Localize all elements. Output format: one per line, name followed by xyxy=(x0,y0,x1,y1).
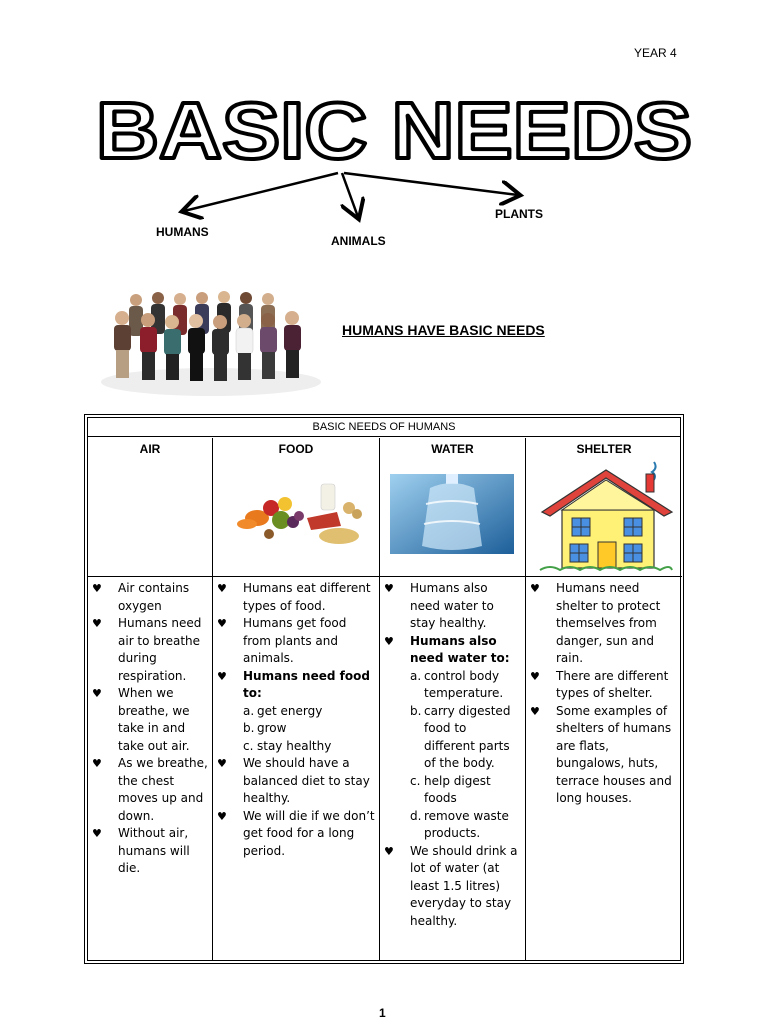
list-item: ♥ As we breathe, the chest moves up and down. xyxy=(92,756,208,823)
sub-list-item: c. help digest foods xyxy=(410,773,491,805)
sub-list-item: b. grow xyxy=(243,721,287,735)
sub-list xyxy=(243,703,375,756)
list-item: ♥ Some examples of shelters of humans are flats, bungalows, huts, terrace houses and long houses. xyxy=(530,703,672,805)
column-title: AIR xyxy=(139,442,161,456)
heart-bullet-icon: ♥ xyxy=(92,687,102,700)
year-label: YEAR 4 xyxy=(634,46,677,60)
heart-bullet-icon: ♥ xyxy=(217,582,227,595)
table-caption: BASIC NEEDS OF HUMANS xyxy=(88,418,680,437)
list-item: ♥ Humans eat different types of food. xyxy=(217,581,371,613)
heart-bullet-icon: ♥ xyxy=(217,757,227,770)
page-title-text: BASIC NEEDS xyxy=(96,92,692,170)
heart-bullet-icon: ♥ xyxy=(384,582,394,595)
list-item: ♥ Humans also need water to: a. control body temperature. b. carry digested food to different parts of the body. c. help digest foods d. remove waste products. xyxy=(384,633,521,843)
people-group-image xyxy=(96,286,326,398)
branch-arrows xyxy=(170,165,530,225)
house-image xyxy=(536,456,676,574)
list-item: ♥ There are different types of shelter. xyxy=(530,668,669,700)
heart-bullet-icon: ♥ xyxy=(530,669,540,683)
sub-list-item: b. carry digested food to different parts of the body. xyxy=(410,703,511,770)
column-title: WATER xyxy=(431,442,474,456)
list-item: ♥ Humans get food from plants and animals. xyxy=(217,616,347,665)
column-shelter xyxy=(526,438,682,960)
branch-animals: ANIMALS xyxy=(331,234,386,248)
column-shelter-header xyxy=(526,438,682,577)
heart-bullet-icon: ♥ xyxy=(92,582,102,595)
list-item: ♥ Humans need food to: a. get energy b. grow c. stay healthy xyxy=(217,668,375,756)
page-title xyxy=(92,92,696,170)
heart-bullet-icon: ♥ xyxy=(384,634,394,648)
column-food xyxy=(213,438,380,960)
branch-plants: PLANTS xyxy=(495,207,543,221)
heart-bullet-icon: ♥ xyxy=(92,827,102,840)
column-water-body xyxy=(380,578,525,960)
column-water xyxy=(380,438,526,960)
basic-needs-table xyxy=(84,414,684,964)
list-item: ♥ Humans also need water to stay healthy. xyxy=(384,581,494,630)
column-shelter-body xyxy=(526,578,682,960)
page-number: 1 xyxy=(379,1006,386,1020)
list-item: ♥ We will die if we don’t get food for a long period. xyxy=(217,808,375,858)
heart-bullet-icon: ♥ xyxy=(92,617,102,630)
column-air-header xyxy=(88,438,212,577)
column-food-body xyxy=(213,578,379,960)
food-image xyxy=(229,478,369,548)
heart-bullet-icon: ♥ xyxy=(530,582,540,595)
column-air-body xyxy=(88,578,212,960)
heart-bullet-icon: ♥ xyxy=(384,844,394,858)
list-item: ♥ We should have a balanced diet to stay healthy. xyxy=(217,756,370,805)
column-air xyxy=(88,438,213,960)
section-heading: HUMANS HAVE BASIC NEEDS xyxy=(342,322,545,338)
heart-bullet-icon: ♥ xyxy=(92,757,102,770)
sub-list-item: d. remove waste products. xyxy=(410,808,509,840)
list-item: ♥ We should drink a lot of water (at least 1.5 litres) everyday to stay healthy. xyxy=(384,843,518,928)
heart-bullet-icon: ♥ xyxy=(530,704,540,718)
column-water-header xyxy=(380,438,525,577)
column-title: FOOD xyxy=(278,442,314,456)
heart-bullet-icon: ♥ xyxy=(217,617,227,630)
water-bottle-image xyxy=(390,474,514,554)
heart-bullet-icon: ♥ xyxy=(217,669,227,683)
list-item: ♥ Humans need air to breathe during respiration. xyxy=(92,616,202,683)
column-title: SHELTER xyxy=(576,442,632,456)
list-item: ♥ Without air, humans will die. xyxy=(92,826,190,875)
branch-humans: HUMANS xyxy=(156,225,209,239)
list-item: ♥ Humans need shelter to protect themselves from danger, sun and rain. xyxy=(530,581,661,665)
sub-list-item: a. control body temperature. xyxy=(410,668,504,700)
list-item: ♥ When we breathe, we take in and take out air. xyxy=(92,686,190,753)
heart-bullet-icon: ♥ xyxy=(217,809,227,823)
sub-list xyxy=(384,668,521,843)
sub-list-item: a. get energy xyxy=(243,703,323,718)
list-item: ♥ Air contains oxygen xyxy=(92,581,190,613)
column-food-header xyxy=(213,438,379,577)
sub-list-item: c. stay healthy xyxy=(243,738,332,753)
